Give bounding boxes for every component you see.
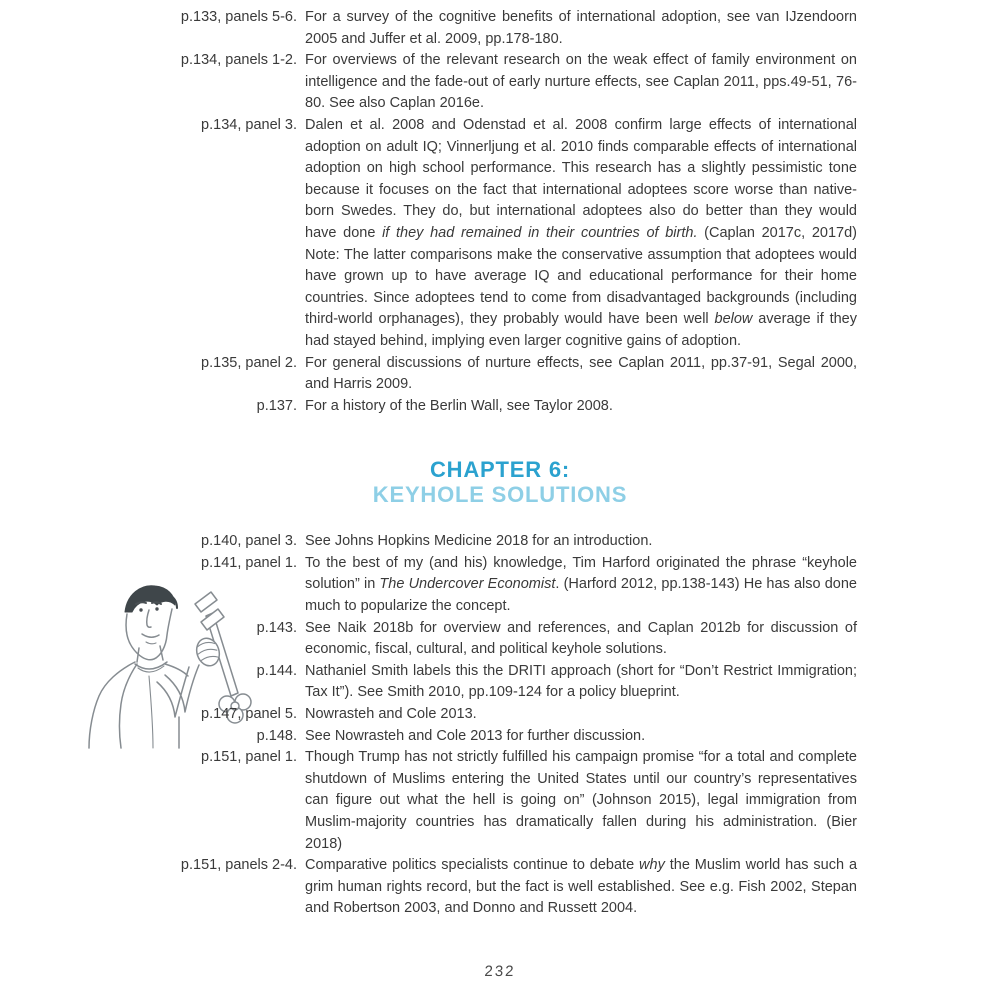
note-page-label: p.147, panel 5. [201,706,297,723]
note-text: Nathaniel Smith labels this the DRITI approach (short for “Don’t Restrict Immigration; Tax It”). See Smith 2010, pp.109-124 for a policy blueprint. [305,662,857,701]
note-row [57,115,857,353]
note-row [57,747,857,855]
note-row [57,855,857,920]
note-text: See Johns Hopkins Medicine 2018 for an introduction. [305,533,653,550]
page-number: 232 [484,963,516,980]
note-text: To the best of my (and his) knowledge, Tim Harford originated the phrase “keyhole solution” in The Undercover Economist. (Harford 2012, pp.138-143) He has also done much to popularize the concept. [305,554,857,615]
note-page-label: p.134, panel 3. [201,116,297,133]
note-page-label: p.141, panel 1. [201,554,297,571]
note-page-label: p.134, panels 1-2. [180,52,297,69]
note-page-label: p.144. [256,662,297,679]
note-row [57,396,857,418]
note-row [57,618,857,661]
note-page-label: p.140, panel 3. [201,533,297,550]
note-page-label: p.135, panel 2. [201,354,297,371]
note-text: See Naik 2018b for overview and references, and Caplan 2012b for discussion of economic, fiscal, cultural, and political keyhole solutions. [305,619,857,658]
note-text: For general discussions of nurture effects, see Caplan 2011, pp.37-91, Segal 2000, and Harris 2009. [305,354,857,393]
note-page-label: p.148. [256,727,297,744]
note-row [57,531,857,553]
note-page-label: p.151, panel 1. [201,749,297,766]
chapter-title: KEYHOLE SOLUTIONS [372,482,628,508]
notes-after-heading [57,531,857,920]
note-text: Though Trump has not strictly fulfilled his campaign promise “for a total and complete shutdown of Muslims entering the United States until our country’s representatives can figure out what the hell is going on” (Johnson 2015), legal immigration from Muslim-majority countries has dramatically fallen during his administration. (Bier 2018) [305,749,857,852]
note-text: See Nowrasteh and Cole 2013 for further discussion. [305,727,646,744]
note-page-label: p.137. [256,397,297,414]
note-text: For a history of the Berlin Wall, see Taylor 2008. [305,397,613,414]
note-page-label: p.143. [256,619,297,636]
note-row [57,7,857,50]
note-page-label: p.133, panels 5-6. [180,9,297,25]
note-text: Comparative politics specialists continue to debate why the Muslim world has such a grim human rights record, but the fact is well established. See e.g. Fish 2002, Stepan and Robertson 2003, and Donno and Russett 2004. [305,857,858,917]
note-text: For a survey of the cognitive benefits of international adoption, see van IJzendoorn 2005 and Juffer et al. 2009, pp.178-180. [305,9,857,47]
note-text: For overviews of the relevant research on the weak effect of family environment on intelligence and the fade-out of early nurture effects, see Caplan 2011, pps.49-51, 76-80. See also Caplan 2016e. [305,52,857,112]
note-row [57,704,857,726]
note-row [57,661,857,704]
note-row [57,353,857,396]
note-text: Nowrasteh and Cole 2013. [305,706,477,723]
notes-before-heading [57,7,857,417]
note-row [57,553,857,618]
chapter-number: CHAPTER 6: [429,457,570,483]
note-text: Dalen et al. 2008 and Odenstad et al. 2008 confirm large effects of international adoption on adult IQ; Vinnerljung et al. 2010 finds comparable effects of international adoption on high school performance. This research has a slightly pessimistic tone because it focuses on the fact that international adoptees score worse than native-born Swedes. They do, but international adoptees also do better than they would have done if they had remained in their countries of birth. (Caplan 2017c, 2017d) Note: The latter comparisons make the conservative assumption that adoptees would have grown up to have average IQ and educational performance for their home countries. Since adoptees tend to come from disadvantaged backgrounds (including third-world orphanages), they probably would have been well below average if they had stayed behind, implying even larger cognitive gains of adoption. [305,116,857,349]
endnotes [57,7,857,920]
note-row [57,50,857,115]
note-page-label: p.151, panels 2-4. [180,857,297,874]
chapter-heading [0,457,1000,507]
note-row [57,726,857,748]
